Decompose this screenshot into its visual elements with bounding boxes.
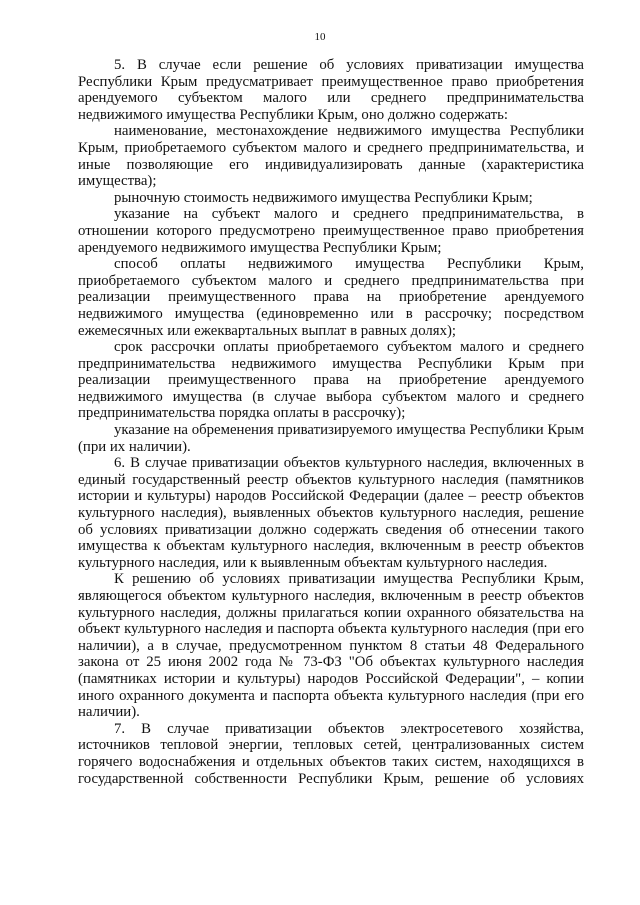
paragraph-item-payment-method: способ оплаты недвижимого имущества Республики Крым, приобретаемого субъектом малого и среднего предпринимательства при реализации преимущественного права на приобретение арендуемого недвижимого имущества (единовременно или в рассрочку; посредством ежемесячных или ежеквартальных выплат в равных долях); [78, 256, 584, 339]
paragraph-5-intro: 5. В случае если решение об условиях приватизации имущества Республики Крым предусматривает преимущественное право приобретения арендуемого субъектом малого или среднего предпринимательства недвижимого имущества Республики Крым, оно должно содержать: [78, 57, 584, 123]
paragraph-6-cultural-heritage: 6. В случае приватизации объектов культурного наследия, включенных в единый государственный реестр объектов культурного наследия (памятников истории и культуры) народов Российской Федерации (далее – реестр объектов культурного наследия), выявленных объектов культурного наследия, решение об условиях приватизации должно содержать сведения об отнесении такого имущества к объектам культурного наследия, включенным в реестр объектов культурного наследия, или к выявленным объектам культурного наследия. [78, 455, 584, 571]
paragraph-item-market-value: рыночную стоимость недвижимого имущества Республики Крым; [114, 189, 533, 206]
paragraph-cultural-heritage-documents: К решению об условиях приватизации имущества Республики Крым, являющегося объектом культурного наследия, включенным в реестр объектов культурного наследия, должны прилагаться копии охранного обязательства на объект культурного наследия и паспорта объекта культурного наследия (при его наличии), а в случае, предусмотренном пунктом 8 статьи 48 Федерального закона от 25 июня 2002 года № 73-ФЗ "Об объектах культурного наследия (памятниках истории и культуры) народов Российской Федерации", – копии иного охранного документа и паспорта объекта культурного наследия (при его наличии). [78, 571, 584, 721]
paragraph-item-name: наименование, местонахождение недвижимого имущества Республики Крым, приобретаемого субъектом малого и среднего предпринимательства, и иные позволяющие его индивидуализировать данные (характеристика имущества); [78, 123, 584, 190]
document-body [78, 57, 584, 787]
paragraph-item-subject: указание на субъект малого и среднего предпринимательства, в отношении которого предусмотрено преимущественное право приобретения арендуемого недвижимого имущества Республики Крым; [78, 206, 584, 256]
page-number: 10 [314, 31, 326, 43]
paragraph-7-electric-grid: 7. В случае приватизации объектов электросетевого хозяйства, источников тепловой энергии, тепловых сетей, централизованных систем горячего водоснабжения и отдельных объектов таких систем, находящихся в государственной собственности Республики Крым, решение об условиях [78, 720, 584, 787]
paragraph-item-encumbrances: указание на обременения приватизируемого имущества Республики Крым (при их наличии). [78, 422, 584, 455]
paragraph-item-installment-term: срок рассрочки оплаты приобретаемого субъектом малого и среднего предпринимательства недвижимого имущества Республики Крым при реализации преимущественного права на приобретение арендуемого недвижимого имущества (в случае выбора субъектом малого и среднего предпринимательства порядка оплаты в рассрочку); [78, 339, 584, 422]
